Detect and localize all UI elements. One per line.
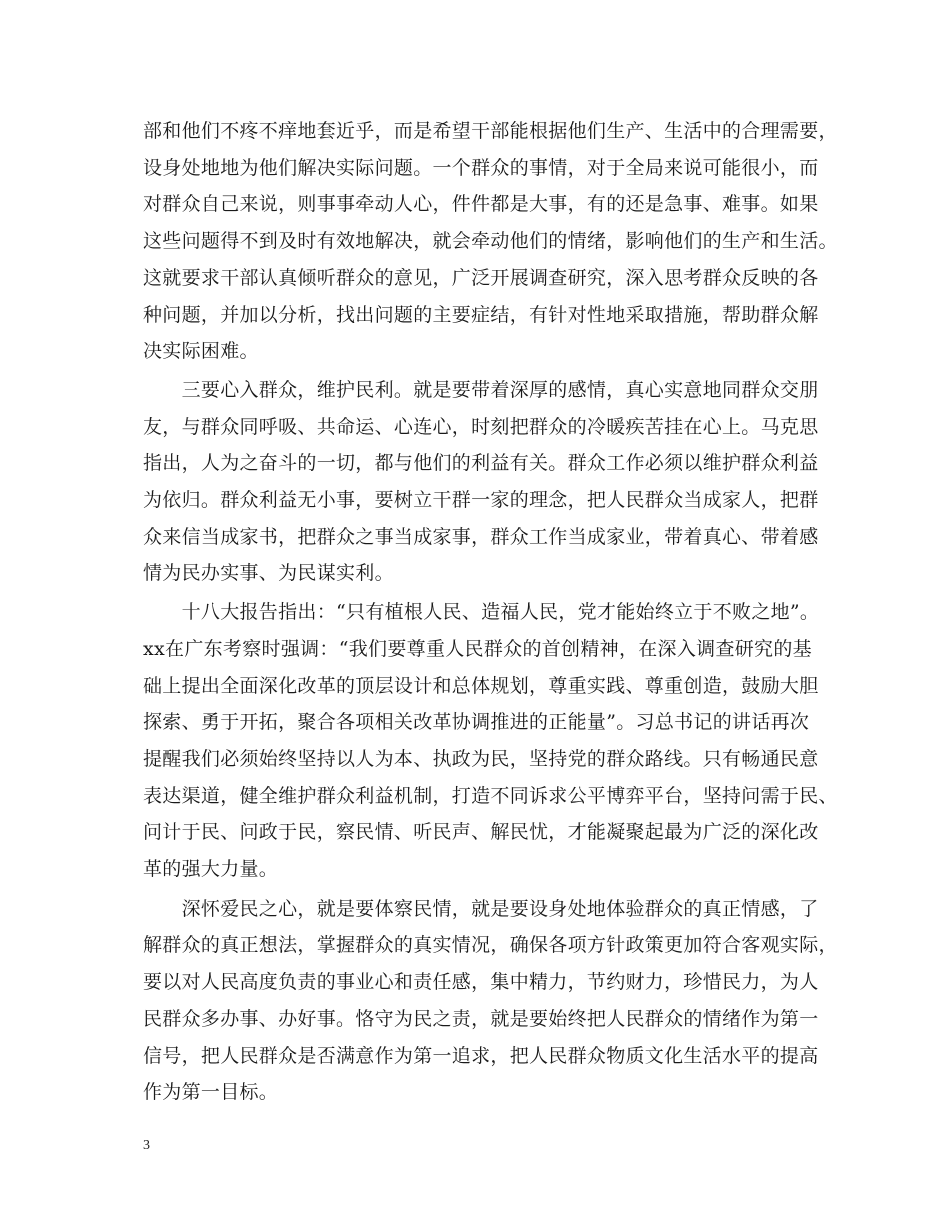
text-line: 民群众多办事、办好事。恪守为民之责，就是要始终把人民群众的情绪作为第一 [143, 1007, 819, 1030]
text-line: 对群众自己来说，则事事牵动人心，件件都是大事，有的还是急事、难事。如果 [143, 193, 819, 216]
paragraph [143, 372, 819, 592]
paragraph [143, 891, 838, 1111]
text-line: 友，与群众同呼吸、共命运、心连心，时刻把群众的冷暖疾苦挂在心上。马克思 [143, 415, 819, 438]
text-line: 提醒我们必须始终坚持以人为本、执政为民，坚持党的群众路线。只有畅通民意 [143, 747, 819, 770]
text-line: 指出，人为之奋斗的一切，都与他们的利益有关。群众工作必须以维护群众利益 [143, 452, 819, 475]
text-line: 作为第一目标。 [143, 1081, 279, 1104]
text-line: 三要心入群众，维护民利。就是要带着深厚的感情，真心实意地同群众交朋 [143, 378, 819, 401]
paragraph [143, 594, 838, 888]
text-line: 表达渠道，健全维护群众利益机制，打造不同诉求公平博弈平台，坚持问需于民、 [143, 784, 838, 807]
text-line: 问计于民、问政于民，察民情、听民声、解民忧，才能凝聚起最为广泛的深化改 [143, 821, 819, 844]
text-line: 解群众的真正想法，掌握群众的真实情况，确保各项方针政策更加符合客观实际， [143, 934, 838, 957]
text-line: xx在广东考察时强调：“我们要尊重人民群众的首创精神，在深入调查研究的基 [143, 637, 812, 660]
text-line: 为依归。群众利益无小事，要树立干群一家的理念，把人民群众当成家人，把群 [143, 489, 819, 512]
text-line: 这就要求干部认真倾听群众的意见，广泛开展调查研究，深入思考群众反映的各 [143, 266, 819, 289]
text-line: 种问题，并加以分析，找出问题的主要症结，有针对性地采取措施，帮助群众解 [143, 303, 819, 326]
text-line: 众来信当成家书，把群众之事当成家事，群众工作当成家业，带着真心、带着感 [143, 525, 819, 548]
text-line: 这些问题得不到及时有效地解决，就会牵动他们的情绪，影响他们的生产和生活。 [143, 230, 838, 253]
text-line: 深怀爱民之心，就是要体察民情，就是要设身处地体验群众的真正情感，了 [143, 897, 819, 920]
paragraph [143, 113, 838, 370]
text-line: 十八大报告指出：“只有植根人民、造福人民，党才能始终立于不败之地”。 [143, 601, 820, 624]
text-line: 设身处地地为他们解决实际问题。一个群众的事情，对于全局来说可能很小，而 [143, 156, 819, 179]
text-line: 信号，把人民群众是否满意作为第一追求，把人民群众物质文化生活水平的提高 [143, 1044, 819, 1067]
text-line: 决实际困难。 [143, 340, 259, 363]
document-body [143, 113, 838, 1111]
text-line: 要以对人民高度负责的事业心和责任感，集中精力，节约财力，珍惜民力，为人 [143, 971, 819, 994]
text-line: 部和他们不疼不痒地套近乎，而是希望干部能根据他们生产、生活中的合理需要， [143, 120, 838, 142]
text-line: 础上提出全面深化改革的顶层设计和总体规划，尊重实践、尊重创造，鼓励大胆 [143, 674, 819, 697]
text-line: 探索、勇于开拓，聚合各项相关改革协调推进的正能量”。习总书记的讲话再次 [143, 711, 810, 734]
text-line: 革的强大力量。 [143, 858, 279, 881]
text-line: 情为民办实事、为民谋实利。 [143, 562, 394, 585]
page-number: 3 [143, 1138, 150, 1153]
